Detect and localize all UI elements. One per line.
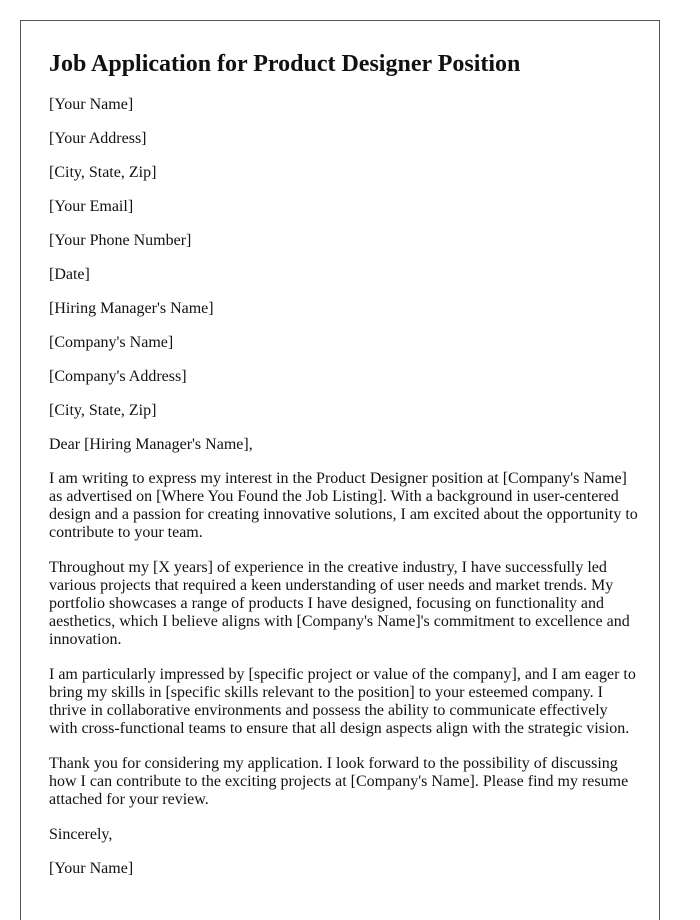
letter-page	[20, 20, 660, 920]
sender-email: [Your Email]	[49, 198, 134, 215]
body-paragraph-3: I am particularly impressed by [specific project or value of the company], and I am eager to bring my skills in [specific skills relevant to the position] to your esteemed company. I thrive in collaborative environments and possess the ability to communicate effectively with cross-functional teams to ensure that all design aspects align with the strategic vision.	[49, 666, 636, 737]
body-paragraph-4: Thank you for considering my application. I look forward to the possibility of discussing how I can contribute to the exciting projects at [Company's Name]. Please find my resume attached for your review.	[49, 755, 629, 808]
body-paragraph-1: I am writing to express my interest in the Product Designer position at [Company's Name] as advertised on [Where You Found the Job Listing]. With a background in user-centered design and a passion for creating innovative solutions, I am excited about the opportunity to contribute to your team.	[49, 470, 638, 541]
sender-phone: [Your Phone Number]	[49, 232, 192, 249]
recipient-company: [Company's Name]	[49, 334, 174, 351]
signature-name: [Your Name]	[49, 860, 134, 877]
sender-address: [Your Address]	[49, 130, 147, 147]
body-paragraph-2: Throughout my [X years] of experience in the creative industry, I have successfully led various projects that required a keen understanding of user needs and market trends. My portfolio showcases a range of products I have designed, focusing on functionality and aesthetics, which I believe aligns with [Company's Name]'s commitment to excellence and innovation.	[49, 559, 630, 648]
letter-content	[49, 50, 639, 894]
closing: Sincerely,	[49, 826, 113, 843]
salutation: Dear [Hiring Manager's Name],	[49, 436, 253, 453]
letter-title: Job Application for Product Designer Position	[49, 51, 521, 77]
recipient-name: [Hiring Manager's Name]	[49, 300, 214, 317]
sender-city-state-zip: [City, State, Zip]	[49, 164, 157, 181]
letter-date: [Date]	[49, 266, 90, 283]
sender-name: [Your Name]	[49, 96, 134, 113]
recipient-address: [Company's Address]	[49, 368, 187, 385]
recipient-city-state-zip: [City, State, Zip]	[49, 402, 157, 419]
